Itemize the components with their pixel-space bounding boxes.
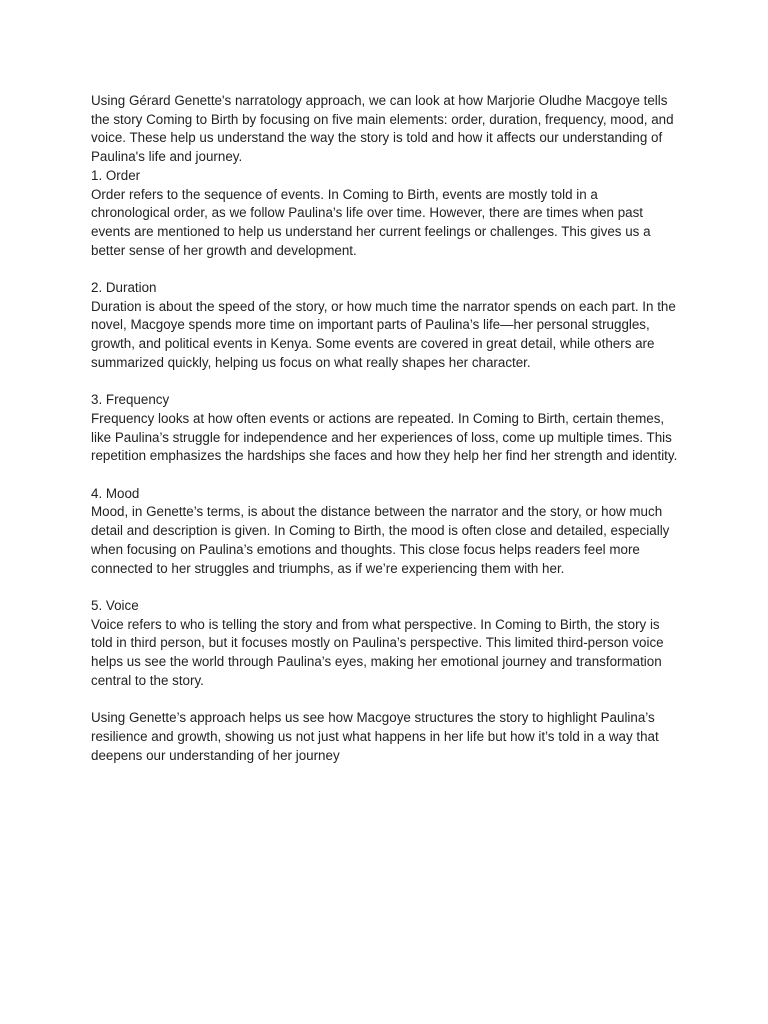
section-voice bbox=[91, 597, 679, 691]
section-heading: 2. Duration bbox=[91, 280, 157, 296]
section-heading: 4. Mood bbox=[91, 485, 140, 501]
section-frequency bbox=[91, 391, 679, 466]
section-paragraph: Mood, in Genette’s terms, is about the distance between the narrator and the story, or how much detail and description is given. In Coming to Birth, the mood is often close and detailed, especially when focusing on Paulina’s emotions and thoughts. This close focus helps readers feel more connected to her struggles and triumphs, as if we’re experiencing them with her. bbox=[91, 504, 670, 576]
conclusion-paragraph: Using Genette’s approach helps us see how Macgoye structures the story to highlight Paulina’s resilience and growth, showing us not just what happens in her life but how it’s told in a way that deepens our understanding of her journey bbox=[91, 710, 659, 763]
intro-paragraph: Using Gérard Genette's narratology approach, we can look at how Marjorie Oludhe Macgoye tells the story Coming to Birth by focusing on five main elements: order, duration, frequency, mood, and voice. These help us understand the way the story is told and how it affects our understanding of Paulina's life and journey. bbox=[91, 93, 674, 165]
section-duration bbox=[91, 279, 679, 373]
section-heading: 5. Voice bbox=[91, 597, 139, 613]
section-heading: 3. Frequency bbox=[91, 392, 170, 408]
section-paragraph: Order refers to the sequence of events. In Coming to Birth, events are mostly told in a chronological order, as we follow Paulina’s life over time. However, there are times when past events are mentioned to help us understand her current feelings or challenges. This gives us a better sense of her growth and development. bbox=[91, 186, 651, 258]
section-order bbox=[91, 167, 679, 261]
section-mood bbox=[91, 485, 679, 579]
section-paragraph: Duration is about the speed of the story, or how much time the narrator spends on each part. In the novel, Macgoye spends more time on important parts of Paulina’s life—her personal struggles, growth, and political events in Kenya. Some events are covered in great detail, while others are summarized quickly, helping us focus on what really shapes her character. bbox=[91, 298, 676, 370]
document-body bbox=[91, 92, 679, 765]
section-paragraph: Voice refers to who is telling the story and from what perspective. In Coming to Birth, the story is told in third person, but it focuses mostly on Paulina’s perspective. This limited third-person voice helps us see the world through Paulina’s eyes, making her emotional journey and transformation central to the story. bbox=[91, 616, 664, 688]
section-heading: 1. Order bbox=[91, 167, 141, 183]
section-paragraph: Frequency looks at how often events or actions are repeated. In Coming to Birth, certain themes, like Paulina’s struggle for independence and her experiences of loss, come up multiple times. This repetition emphasizes the hardships she faces and how they help her find her strength and identity. bbox=[91, 410, 678, 464]
